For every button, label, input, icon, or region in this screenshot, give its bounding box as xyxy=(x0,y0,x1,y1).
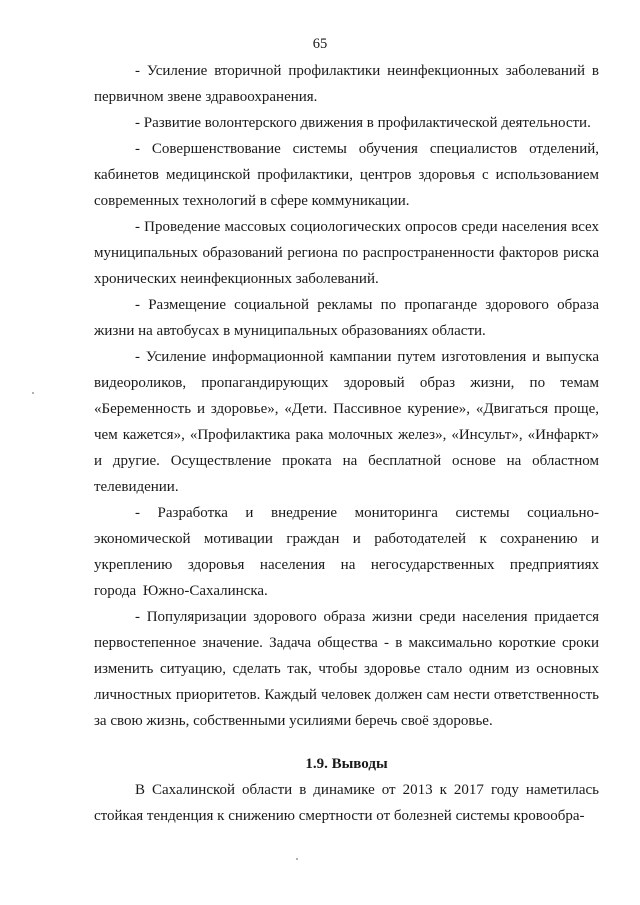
scan-speck xyxy=(32,392,34,394)
list-item: - Совершенствование системы обучения специалистов отделений, кабинетов медицинской профилактики, центров здоровья с использованием современных технологий в сфере коммуникации. xyxy=(94,141,599,209)
list-item: - Размещение социальной рекламы по пропаганде здорового образа жизни на автобусах в муниципальных образованиях области. xyxy=(94,297,599,339)
list-item: - Усиление информационной кампании путем изготовления и выпуска видеороликов, пропагандирующих здоровый образ жизни, по темам «Беременность и здоровье», «Дети. Пассивное курение», «Двигаться проще, чем кажется», «Профилактика рака молочных желез», «Инсульт», «Инфаркт» и другие. Осуществление проката на бесплатной основе на областном телевидении. xyxy=(94,349,599,495)
list-item: - Популяризации здорового образа жизни среди населения придается первостепенное значение. Задача общества - в максимально короткие сроки изменить ситуацию, сделать так, чтобы здоровье стало одним из основных личностных приоритетов. Каждый человек должен сам нести ответственность за свою жизнь, собственными усилиями беречь своё здоровье. xyxy=(94,609,599,729)
list-item: - Разработка и внедрение мониторинга системы социально-экономической мотивации граждан и работодателей к сохранению и укреплению здоровья населения на негосударственных предприятиях города Южно-Сахалинска. xyxy=(94,505,599,599)
page-number: 65 xyxy=(312,36,328,52)
scan-speck xyxy=(296,858,298,860)
section-heading: 1.9. Выводы xyxy=(305,756,388,772)
list-item: - Усиление вторичной профилактики неинфекционных заболеваний в первичном звене здравоохранения. xyxy=(94,63,599,105)
page-content xyxy=(94,58,599,829)
conclusion-paragraph: В Сахалинской области в динамике от 2013 к 2017 году наметилась стойкая тенденция к снижению смертности от болезней системы кровообра- xyxy=(94,782,599,824)
list-item: - Развитие волонтерского движения в профилактической деятельности. xyxy=(135,115,591,131)
list-item: - Проведение массовых социологических опросов среди населения всех муниципальных образований региона по распространенности факторов риска хронических неинфекционных заболеваний. xyxy=(94,219,599,287)
